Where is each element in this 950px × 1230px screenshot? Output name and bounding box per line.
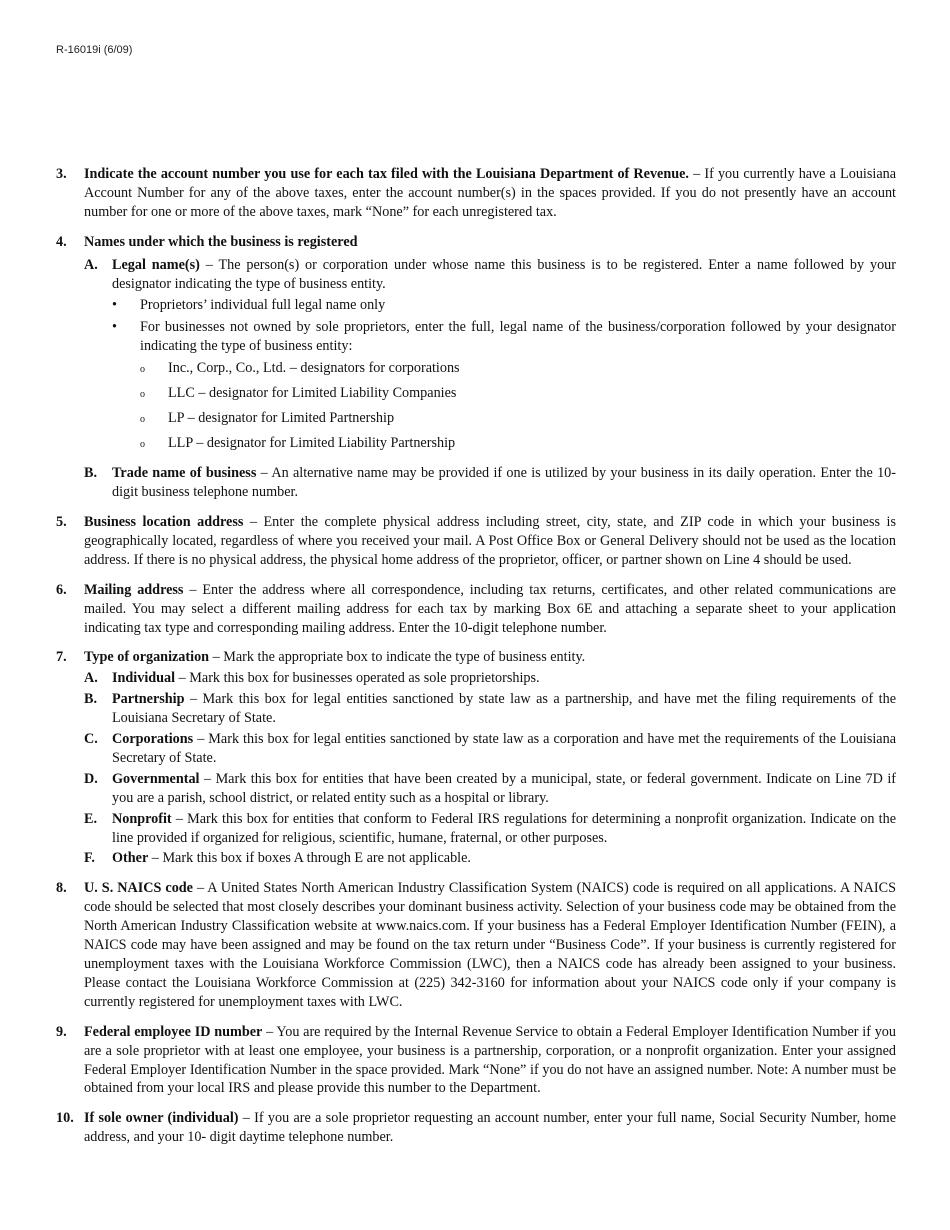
item-title: Names under which the business is registered — [84, 233, 358, 250]
bullet-text: For businesses not owned by sole proprietors, enter the full, legal name of the business/corporation followed by your designator indicating the type of business entity: — [140, 319, 896, 355]
bullet-item — [112, 318, 896, 456]
designator-text: LLC – designator for Limited Liability Companies — [168, 385, 457, 402]
instruction-item-3 — [56, 165, 896, 222]
subitem-title: Nonprofit — [112, 810, 172, 827]
designator-item — [140, 434, 896, 456]
form-id: R-16019i (6/09) — [56, 44, 133, 56]
item-number: 10. — [56, 1110, 74, 1127]
subitem-governmental — [84, 770, 896, 808]
designator-text: Inc., Corp., Co., Ltd. – designators for corporations — [168, 360, 460, 377]
bullet-icon: • — [112, 319, 117, 336]
subitem-corporations — [84, 730, 896, 768]
circle-bullet-icon: o — [140, 364, 145, 376]
subitem-trade-name — [84, 464, 896, 502]
circle-bullet-icon: o — [140, 414, 145, 426]
subitem-title: Corporations — [112, 731, 194, 748]
subitem-nonprofit — [84, 810, 896, 848]
item-text: – Enter the address where all correspondence, including tax returns, certificates, and other related communications are mailed. You may select a different mailing address for each tax by marking Box 6E and attaching a separate sheet to your application indicating tax type and corresponding mailing address. Enter the 10-digit telephone number. — [84, 581, 896, 636]
item-title: U. S. NAICS code — [84, 880, 193, 897]
designator-text: LP – designator for Limited Partnership — [168, 410, 395, 427]
item-text: – You are required by the Internal Revenue Service to obtain a Federal Employer Identification Number if you are a sole proprietor with at least one employee, your business is a partnership, corporation, or a nonprofit organization. Enter your assigned Federal Employer Identification Number in the space provided. Mark “None” if you do not have an assigned number. Note: A number must be obtained from your local IRS and please provide this number to the Department. — [84, 1023, 896, 1097]
item-number: 5. — [56, 513, 67, 530]
subitem-text: – Mark this box for legal entities sanctioned by state law as a partnership, and have met the filing requirements of the Louisiana Secretary of State. — [112, 691, 896, 727]
instruction-item-5 — [56, 513, 896, 570]
subitem-letter: B. — [84, 691, 98, 708]
designator-item — [140, 384, 896, 406]
subitem-title: Individual — [112, 670, 176, 687]
subitem-text: – The person(s) or corporation under whose name this business is to be registered. Enter a name followed by your designator indicating the type of business entity. — [112, 256, 896, 292]
item-title: Type of organization — [84, 649, 210, 666]
circle-bullet-icon: o — [140, 439, 145, 451]
item-text: – If you currently have a Louisiana Account Number for any of the above taxes, enter the account number(s) in the spaces provided. If you do not presently have an account number for one or more of the above taxes, mark “None” for each unregistered tax. — [84, 166, 897, 220]
subitem-text: – Mark this box for legal entities sanctioned by state law as a corporation and have met the requirements of the Louisiana Secretary of State. — [112, 731, 896, 766]
subitem-text: – Mark this box for entities that conform to Federal IRS regulations for determining a nonprofit organization. Indicate on the line provided if organized for religious, scientific, humane, fraternal, or other purposes. — [112, 810, 896, 846]
bullet-text: Proprietors’ individual full legal name only — [140, 297, 386, 314]
circle-bullet-icon: o — [140, 389, 145, 401]
item-text: – If you are a sole proprietor requesting an account number, enter your full name, Social Security Number, home address, and your 10- digit daytime telephone number. — [84, 1110, 896, 1146]
subitem-letter: C. — [84, 731, 98, 748]
instruction-item-4 — [56, 233, 896, 502]
item-title: Mailing address — [84, 581, 184, 598]
instruction-item-9 — [56, 1023, 896, 1099]
subitem-title: Partnership — [112, 691, 185, 708]
subitem-title: Other — [112, 850, 149, 867]
item-number: 7. — [56, 649, 67, 666]
item-number: 8. — [56, 880, 67, 897]
item-number: 9. — [56, 1023, 67, 1040]
instruction-item-6 — [56, 581, 896, 638]
designator-text: LLP – designator for Limited Liability Partnership — [168, 435, 456, 452]
subitem-letter: B. — [84, 465, 98, 482]
designator-item — [140, 359, 896, 381]
subitem-letter: F. — [84, 850, 95, 867]
instructions-body — [56, 165, 896, 1158]
instruction-item-7 — [56, 648, 896, 868]
subitem-letter: A. — [84, 256, 98, 273]
subitem-text: – Mark this box if boxes A through E are not applicable. — [148, 850, 471, 867]
item-text: – Mark the appropriate box to indicate the type of business entity. — [209, 649, 586, 666]
instruction-item-8 — [56, 879, 896, 1011]
subitem-letter: D. — [84, 770, 98, 787]
instruction-item-10 — [56, 1109, 896, 1147]
subitem-text: – Mark this box for businesses operated as sole proprietorships. — [175, 670, 540, 687]
subitem-legal-name — [84, 256, 896, 457]
subitem-letter: E. — [84, 810, 98, 827]
subitem-individual — [84, 669, 896, 688]
item-title: Indicate the account number you use for each tax filed with the Louisiana Department of Revenue. — [84, 166, 689, 182]
subitem-title: Governmental — [112, 770, 200, 787]
item-title: Business location address — [84, 513, 244, 530]
subitem-title: Trade name of business — [112, 465, 257, 482]
subitem-letter: A. — [84, 670, 98, 687]
subitem-text: – Mark this box for entities that have been created by a municipal, state, or federal government. Indicate on Line 7D if you are a parish, school district, or related entity such as a hospital or library. — [112, 770, 896, 806]
item-title: If sole owner (individual) — [84, 1110, 239, 1127]
item-number: 3. — [56, 166, 67, 182]
bullet-item — [112, 296, 896, 315]
item-title: Federal employee ID number — [84, 1023, 263, 1040]
designator-item — [140, 409, 896, 431]
item-number: 6. — [56, 581, 67, 598]
subitem-title: Legal name(s) — [112, 256, 200, 273]
item-number: 4. — [56, 233, 67, 250]
subitem-other — [84, 849, 896, 868]
subitem-partnership — [84, 690, 896, 728]
subitem-text: – An alternative name may be provided if one is utilized by your business in its daily operation. Enter the 10-digit business telephone number. — [112, 465, 896, 501]
bullet-icon: • — [112, 297, 117, 314]
item-text: – A United States North American Industry Classification System (NAICS) code is required on all applications. A NAICS code should be selected that most closely describes your dominant business activity. Selection of your business code may be obtained from the North American Industry Classification website at www.naics.com. If your business has a Federal Employer Identification Number (FEIN), a NAICS code may have been assigned and may be found on the tax return under “Business Code”. If your business is currently registered for unemployment taxes with the Louisiana Workforce Commission (LWC), then a NAICS code has already been assigned to your business. Please contact the Louisiana Workforce Commission at (225) 342-3160 for information about your NAICS code only if your company is currently registered for unemployment taxes with LWC. — [84, 880, 896, 1010]
item-text: – Enter the complete physical address including street, city, state, and ZIP code in which your business is geographically located, regardless of where you received your mail. A Post Office Box or General Delivery should not be used as the location address. If there is no physical address, the physical home address of the proprietor, officer, or partner shown on Line 4 should be used. — [84, 513, 896, 568]
